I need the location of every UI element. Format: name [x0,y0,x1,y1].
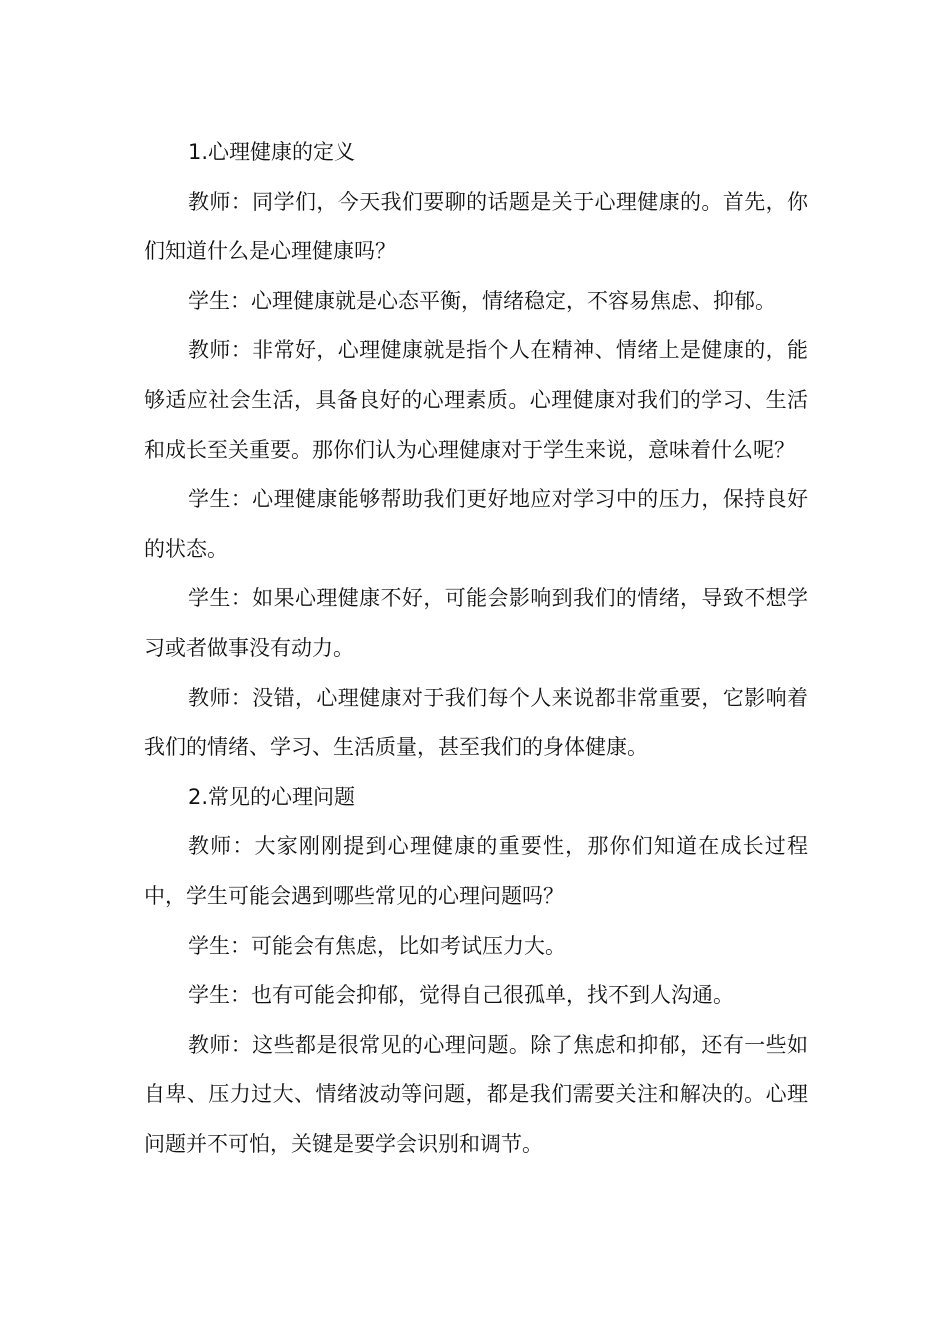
section-heading-definition: 1.心理健康的定义 [188,140,356,164]
dialogue-student-1: 学生：心理健康就是心态平衡，情绪稳定，不容易焦虑、抑郁。 [188,288,776,313]
dialogue-teacher-4: 教师：大家刚刚提到心理健康的重要性，那你们知道在成长过程中，学生可能会遇到哪些常见的心理问题吗？ [144,834,808,908]
dialogue-teacher-5: 教师：这些都是很常见的心理问题。除了焦虑和抑郁，还有一些如自卑、压力过大、情绪波动等问题，都是我们需要关注和解决的。心理问题并不可怕，关键是要学会识别和调节。 [144,1032,808,1156]
dialogue-student-3: 学生：如果心理健康不好，可能会影响到我们的情绪，导致不想学习或者做事没有动力。 [144,586,808,660]
dialogue-student-2: 学生：心理健康能够帮助我们更好地应对学习中的压力，保持良好的状态。 [144,487,808,561]
dialogue-teacher-2: 教师：非常好，心理健康就是指个人在精神、情绪上是健康的，能够适应社会生活，具备良好的心理素质。心理健康对我们的学习、生活和成长至关重要。那你们认为心理健康对于学生来说，意味着什么呢？ [144,338,808,462]
section-heading-common-problems: 2.常见的心理问题 [188,784,356,809]
dialogue-student-5: 学生：也有可能会抑郁，觉得自己很孤单，找不到人沟通。 [188,983,734,1008]
document-body [144,128,808,1169]
dialogue-student-4: 学生：可能会有焦虑，比如考试压力大。 [188,933,566,958]
dialogue-teacher-3: 教师：没错，心理健康对于我们每个人来说都非常重要，它影响着我们的情绪、学习、生活质量，甚至我们的身体健康。 [144,685,808,760]
dialogue-teacher-1: 教师：同学们，今天我们要聊的话题是关于心理健康的。首先，你们知道什么是心理健康吗？ [144,189,808,264]
